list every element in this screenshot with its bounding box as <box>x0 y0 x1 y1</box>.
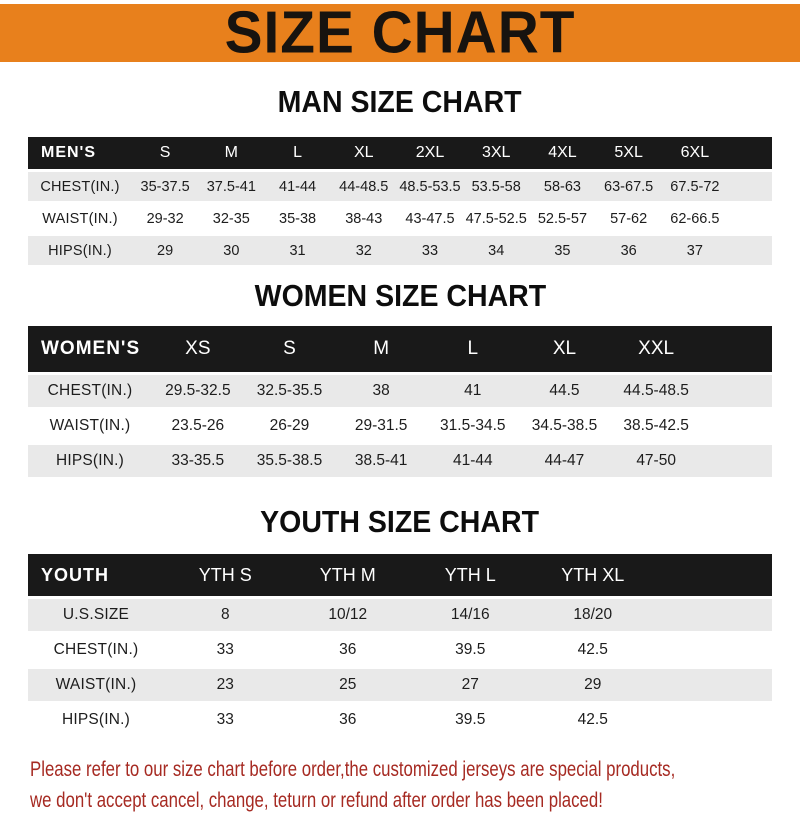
man-col-6xl: 6XL <box>662 137 728 169</box>
banner <box>0 0 800 66</box>
women-size-heading-text: WOMEN SIZE CHART <box>254 278 546 313</box>
size-cell: 37 <box>662 236 728 265</box>
size-cell: 41-44 <box>264 172 330 201</box>
size-cell: 33 <box>397 236 463 265</box>
size-cell: 47-50 <box>610 445 702 477</box>
size-cell: 39.5 <box>409 634 532 666</box>
size-cell: 38 <box>335 375 427 407</box>
size-cell: 27 <box>409 669 532 701</box>
size-cell: 53.5-58 <box>463 172 529 201</box>
size-cell: 35 <box>529 236 595 265</box>
size-cell: 58-63 <box>529 172 595 201</box>
size-cell: 37.5-41 <box>198 172 264 201</box>
notice-line-1: Please refer to our size chart before order,the customized jerseys are special products, <box>30 758 676 781</box>
filler-cell <box>728 137 772 169</box>
size-cell: 32 <box>331 236 397 265</box>
man-col-4xl: 4XL <box>529 137 595 169</box>
filler-cell <box>654 599 772 631</box>
row-label: CHEST(IN.) <box>28 634 164 666</box>
youth-row-chest-in- <box>28 634 772 666</box>
size-cell: 48.5-53.5 <box>397 172 463 201</box>
man-size-heading <box>0 86 800 117</box>
youth-col-yth-s: YTH S <box>164 554 287 596</box>
notice-line-2: we don't accept cancel, change, teturn or refund after order has been placed! <box>30 789 603 812</box>
size-cell: 10/12 <box>287 599 410 631</box>
size-cell: 36 <box>287 704 410 736</box>
women-row-chest-in- <box>28 375 772 407</box>
man-col-s: S <box>132 137 198 169</box>
filler-cell <box>654 669 772 701</box>
filler-cell <box>654 704 772 736</box>
filler-cell <box>702 326 772 372</box>
women-col-l: L <box>427 326 519 372</box>
size-cell: 36 <box>596 236 662 265</box>
size-cell: 39.5 <box>409 704 532 736</box>
size-cell: 29 <box>532 669 655 701</box>
youth-row-waist-in- <box>28 669 772 701</box>
man-size-section <box>0 62 800 268</box>
size-cell: 35-38 <box>264 204 330 233</box>
size-cell: 8 <box>164 599 287 631</box>
size-cell: 38-43 <box>331 204 397 233</box>
man-header-label: MEN'S <box>28 137 132 169</box>
banner-title: SIZE CHART <box>224 0 576 66</box>
size-cell: 38.5-42.5 <box>610 410 702 442</box>
size-cell: 47.5-52.5 <box>463 204 529 233</box>
man-size-heading-text: MAN SIZE CHART <box>277 84 523 119</box>
size-cell: 18/20 <box>532 599 655 631</box>
size-cell: 62-66.5 <box>662 204 728 233</box>
size-cell: 44.5 <box>519 375 611 407</box>
size-cell: 32.5-35.5 <box>244 375 336 407</box>
man-col-xl: XL <box>331 137 397 169</box>
filler-cell <box>654 634 772 666</box>
row-label: CHEST(IN.) <box>28 375 152 407</box>
size-cell: 34.5-38.5 <box>519 410 611 442</box>
size-cell: 29-32 <box>132 204 198 233</box>
size-cell: 31 <box>264 236 330 265</box>
man-col-5xl: 5XL <box>596 137 662 169</box>
women-size-section <box>0 268 800 480</box>
women-col-xl: XL <box>519 326 611 372</box>
size-cell: 33 <box>164 634 287 666</box>
size-cell: 34 <box>463 236 529 265</box>
youth-size-heading-text: YOUTH SIZE CHART <box>260 504 540 539</box>
size-cell: 23 <box>164 669 287 701</box>
size-cell: 42.5 <box>532 634 655 666</box>
youth-col-yth-m: YTH M <box>287 554 410 596</box>
size-cell: 33-35.5 <box>152 445 244 477</box>
filler-cell <box>702 375 772 407</box>
women-col-s: S <box>244 326 336 372</box>
size-cell: 29 <box>132 236 198 265</box>
size-cell: 30 <box>198 236 264 265</box>
women-row-hips-in- <box>28 445 772 477</box>
youth-col-yth-l: YTH L <box>409 554 532 596</box>
filler-cell <box>728 236 772 265</box>
youth-size-heading <box>0 506 800 537</box>
row-label: U.S.SIZE <box>28 599 164 631</box>
youth-size-section <box>0 480 800 739</box>
man-row-hips-in- <box>28 236 772 265</box>
women-col-xs: XS <box>152 326 244 372</box>
size-cell: 25 <box>287 669 410 701</box>
size-cell: 32-35 <box>198 204 264 233</box>
filler-cell <box>702 445 772 477</box>
size-cell: 44-48.5 <box>331 172 397 201</box>
man-row-waist-in- <box>28 204 772 233</box>
women-size-heading <box>0 280 800 311</box>
size-cell: 42.5 <box>532 704 655 736</box>
size-cell: 14/16 <box>409 599 532 631</box>
row-label: CHEST(IN.) <box>28 172 132 201</box>
row-label: HIPS(IN.) <box>28 236 132 265</box>
filler-cell <box>728 204 772 233</box>
size-cell: 67.5-72 <box>662 172 728 201</box>
size-cell: 29.5-32.5 <box>152 375 244 407</box>
size-cell: 31.5-34.5 <box>427 410 519 442</box>
youth-col-yth-xl: YTH XL <box>532 554 655 596</box>
size-cell: 35-37.5 <box>132 172 198 201</box>
size-cell: 44-47 <box>519 445 611 477</box>
women-row-waist-in- <box>28 410 772 442</box>
youth-size-table <box>28 551 772 739</box>
women-header-label: WOMEN'S <box>28 326 152 372</box>
man-col-m: M <box>198 137 264 169</box>
women-col-xxl: XXL <box>610 326 702 372</box>
filler-cell <box>728 172 772 201</box>
size-cell: 36 <box>287 634 410 666</box>
size-cell: 29-31.5 <box>335 410 427 442</box>
size-cell: 57-62 <box>596 204 662 233</box>
man-size-table <box>28 134 772 268</box>
size-cell: 23.5-26 <box>152 410 244 442</box>
man-col-l: L <box>264 137 330 169</box>
size-cell: 35.5-38.5 <box>244 445 336 477</box>
size-cell: 52.5-57 <box>529 204 595 233</box>
women-col-m: M <box>335 326 427 372</box>
youth-row-u-s-size <box>28 599 772 631</box>
women-size-table <box>28 323 772 480</box>
size-cell: 38.5-41 <box>335 445 427 477</box>
youth-row-hips-in- <box>28 704 772 736</box>
youth-header-label: YOUTH <box>28 554 164 596</box>
filler-cell <box>702 410 772 442</box>
youth-header-row <box>28 554 772 596</box>
man-col-3xl: 3XL <box>463 137 529 169</box>
row-label: HIPS(IN.) <box>28 445 152 477</box>
size-cell: 26-29 <box>244 410 336 442</box>
size-cell: 33 <box>164 704 287 736</box>
man-col-2xl: 2XL <box>397 137 463 169</box>
size-cell: 44.5-48.5 <box>610 375 702 407</box>
row-label: WAIST(IN.) <box>28 204 132 233</box>
size-chart-sections <box>0 62 800 739</box>
women-header-row <box>28 326 772 372</box>
filler-cell <box>654 554 772 596</box>
row-label: WAIST(IN.) <box>28 410 152 442</box>
row-label: HIPS(IN.) <box>28 704 164 736</box>
size-cell: 41 <box>427 375 519 407</box>
row-label: WAIST(IN.) <box>28 669 164 701</box>
size-cell: 43-47.5 <box>397 204 463 233</box>
man-header-row <box>28 137 772 169</box>
order-notice <box>30 754 800 816</box>
size-cell: 63-67.5 <box>596 172 662 201</box>
size-cell: 41-44 <box>427 445 519 477</box>
man-row-chest-in- <box>28 172 772 201</box>
